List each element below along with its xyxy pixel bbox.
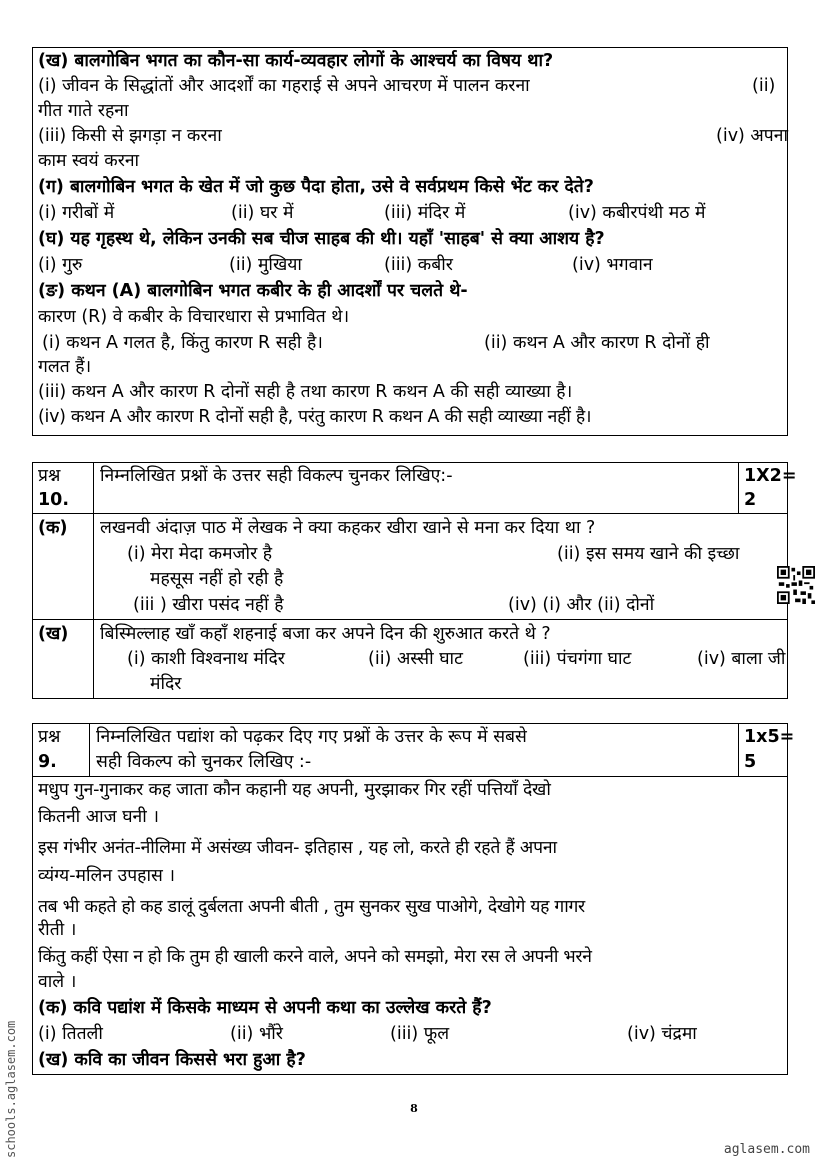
option-kha-10-4: (iv) बाला जी [697, 649, 786, 669]
option-ga-3: (iii) मंदिर में [384, 203, 466, 223]
question-10-marks-total: 2 [744, 490, 757, 510]
poem-line-8: वाले । [38, 972, 77, 992]
option-gha-1: (i) गुरु [38, 255, 83, 275]
option-gha-4: (iv) भगवान [572, 255, 653, 275]
question-9-instruction-cont: सही विकल्प को चुनकर लिखिए :- [96, 752, 312, 772]
question-10-number: 10. [38, 490, 70, 510]
question-9-ka: (क) कवि पद्यांश में किसके माध्यम से अपनी कथा का उल्लेख करते हैं? [38, 998, 492, 1018]
row-divider-header [32, 513, 788, 514]
option-ka-3: (iii ) खीरा पसंद नहीं है [133, 595, 284, 615]
question-na-assertion: (ङ) कथन (A) बालगोबिन भगत कबीर के ही आदर्शों पर चलते थे- [38, 281, 468, 301]
question-kha-bhagat: (ख) बालगोबिन भगत का कौन-सा कार्य-व्यवहार लोगों के आश्चर्य का विषय था? [38, 51, 554, 71]
option-na-4: (iv) कथन A और कारण R दोनों सही है, परंतु कारण R कथन A की सही व्याख्या नहीं है। [38, 407, 592, 427]
option-ga-4: (iv) कबीरपंथी मठ में [568, 203, 706, 223]
question-ga-bhagat: (ग) बालगोबिन भगत के खेत में जो कुछ पैदा होता, उसे वे सर्वप्रथम किसे भेंट कर देते? [38, 177, 594, 197]
question-9-marks-total: 5 [744, 752, 757, 772]
poem-line-5: तब भी कहते हो कह डालूं दुर्बलता अपनी बीती , तुम सुनकर सुख पाओगे, देखोगे यह गागर [38, 897, 585, 917]
question-10-instruction: निम्नलिखित प्रश्नों के उत्तर सही विकल्प चुनकर लिखिए:- [100, 466, 453, 486]
option-na-1: (i) कथन A गलत है, किंतु कारण R सही है। [42, 333, 323, 353]
option-kha-2-text: गीत गाते रहना [38, 101, 129, 121]
question-9-instruction: निम्नलिखित पद्यांश को पढ़कर दिए गए प्रश्नों के उत्तर के रूप में सबसे [96, 727, 527, 747]
question-9-label: प्रश्न [38, 727, 61, 747]
option-kha-3: (iii) किसी से झगड़ा न करना [38, 126, 222, 146]
column-divider-right [738, 462, 739, 514]
option-ga-1: (i) गरीबों में [38, 203, 115, 223]
subquestion-ka-label: (क) [38, 518, 68, 538]
option-kha-10-2: (ii) अस्सी घाट [368, 649, 463, 669]
option-gha-2: (ii) मुखिया [229, 255, 302, 275]
option-kha-4-text: काम स्वयं करना [38, 151, 140, 171]
poem-line-6: रीती । [38, 920, 77, 940]
option-na-2-cont: गलत हैं। [38, 357, 92, 377]
option-kha-10-3: (iii) पंचगंगा घाट [523, 649, 632, 669]
row-divider-header-9 [32, 776, 788, 777]
option-ka-2-cont: महसूस नहीं हो रही है [150, 569, 284, 589]
option-na-3: (iii) कथन A और कारण R दोनों सही है तथा कारण R कथन A की सही व्याख्या है। [38, 382, 573, 402]
footer-watermark: aglasem.com [723, 1142, 810, 1157]
option-9-ka-1: (i) तितली [38, 1024, 103, 1044]
subquestion-ka-text: लखनवी अंदाज़ पाठ में लेखक ने क्या कहकर खीरा खाने से मना कर दिया था ? [100, 518, 596, 538]
poem-line-3: इस गंभीर अनंत-नीलिमा में असंख्य जीवन- इतिहास , यह लो, करते ही रहते हैं अपना [38, 838, 557, 858]
option-kha-4-number: (iv) अपना [716, 126, 788, 146]
option-kha-1: (i) जीवन के सिद्धांतों और आदर्शों का गहराई से अपने आचरण में पालन करना [38, 76, 530, 96]
option-9-ka-2: (ii) भौंरे [230, 1024, 283, 1044]
poem-line-4: व्यंग्य-मलिन उपहास । [38, 866, 176, 886]
qr-code-icon [777, 566, 815, 604]
poem-line-7: किंतु कहीं ऐसा न हो कि तुम ही खाली करने वाले, अपने को समझो, मेरा रस ले अपनी भरने [38, 947, 592, 967]
option-na-2: (ii) कथन A और कारण R दोनों ही [484, 333, 710, 353]
question-9-marks: 1x5= [744, 727, 795, 747]
option-9-ka-3: (iii) फूल [390, 1024, 450, 1044]
option-ga-2: (ii) घर में [231, 203, 294, 223]
option-9-ka-4: (iv) चंद्रमा [627, 1024, 697, 1044]
option-kha-2-number: (ii) [752, 76, 776, 96]
column-divider-right-9 [738, 723, 739, 776]
option-ka-1: (i) मेरा मेदा कमजोर है [127, 544, 273, 564]
poem-line-1: मधुप गुन-गुनाकर कह जाता कौन कहानी यह अपनी, मुरझाकर गिर रहीं पत्तियाँ देखो [38, 780, 551, 800]
option-ka-4: (iv) (i) और (ii) दोनों [508, 595, 655, 615]
question-10-marks: 1X2= [744, 466, 797, 486]
option-ka-2: (ii) इस समय खाने की इच्छा [557, 544, 740, 564]
question-9-number: 9. [38, 752, 57, 772]
column-divider-left-9 [89, 723, 90, 776]
question-na-reason: कारण (R) वे कबीर के विचारधारा से प्रभावित थे। [38, 307, 350, 327]
side-watermark: schools.aglasem.com [4, 1020, 18, 1158]
option-kha-10-4-cont: मंदिर [150, 674, 182, 694]
row-divider-ka [32, 619, 788, 620]
question-10-label: प्रश्न [38, 466, 61, 486]
option-kha-10-1: (i) काशी विश्वनाथ मंदिर [127, 649, 285, 669]
poem-line-2: कितनी आज घनी । [38, 807, 159, 827]
column-divider-left [93, 462, 94, 699]
page-number: 8 [410, 1102, 418, 1115]
question-gha-bhagat: (घ) यह गृहस्थ थे, लेकिन उनकी सब चीज साहब की थी। यहाँ 'साहब' से क्या आशय है? [38, 229, 605, 249]
subquestion-kha-label: (ख) [38, 624, 69, 644]
question-9-kha: (ख) कवि का जीवन किससे भरा हुआ है? [38, 1050, 306, 1070]
option-gha-3: (iii) कबीर [384, 255, 453, 275]
subquestion-kha-text: बिस्मिल्लाह खाँ कहाँ शहनाई बजा कर अपने दिन की शुरुआत करते थे ? [100, 624, 551, 644]
